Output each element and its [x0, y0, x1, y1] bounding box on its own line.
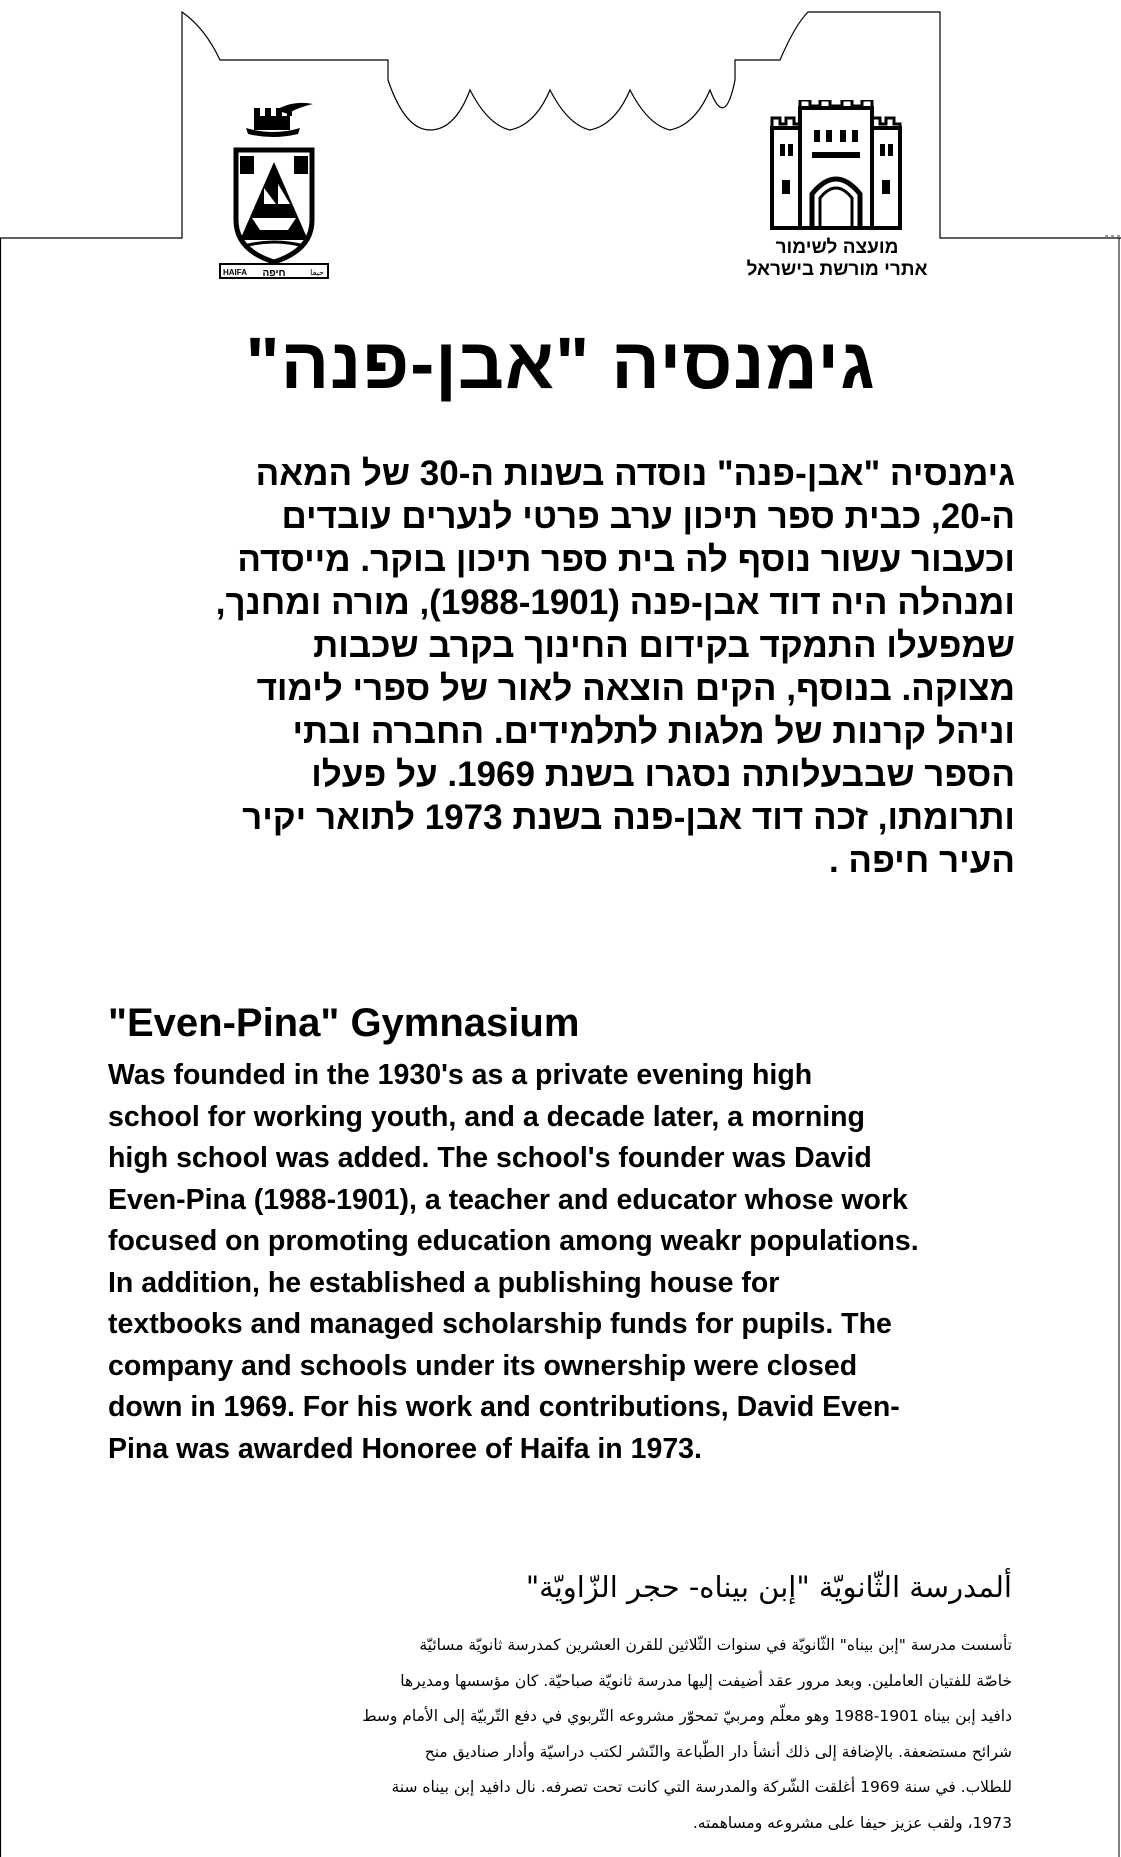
hebrew-body-line: הספר שבבעלותה נסגרו בשנת 1969. על פעלו: [311, 755, 1015, 794]
arabic-body-line: دافيد إبن بيناه 1901-1988 وهو معلّم ومربيّ تمحوّر مشروعه التّربوي في دفع التّربيّة إلى الأمام وسط: [362, 1707, 1012, 1725]
english-body-line: Even-Pina (1988-1901), a teacher and educator whose work: [108, 1183, 908, 1216]
english-body-line: high school was added. The school's founder was David: [108, 1142, 872, 1174]
english-title: "Even-Pina" Gymnasium: [108, 1001, 580, 1045]
crown-icon: [246, 103, 313, 137]
english-body-line: school for working youth, and a decade later, a morning: [108, 1100, 865, 1133]
arabic-body: [112, 1628, 1012, 1841]
council-name-line1: מועצה לשימור: [775, 237, 899, 258]
arabic-title: ألمدرسة الثّانويّة "إبن بيناه- حجر الزّاويّة": [525, 1570, 1012, 1604]
arabic-body-line: شرائح مستضعفة. بالإضافة إلى ذلك أنشأ دار الطّباعة والنّشر لكتب دراسيّة وأدار صناديق منح: [424, 1742, 1012, 1761]
hebrew-body-line: גימנסיה "אבן-פנה" נוסדה בשנות ה-30 של המאה: [255, 454, 1015, 493]
english-body-line: down in 1969. For his work and contributions, David Even-: [108, 1391, 900, 1423]
haifa-arabic-label: حيفا: [310, 268, 324, 277]
castle-gate-icon: [736, 100, 936, 232]
english-body-line: focused on promoting education among weakr populations.: [108, 1225, 919, 1257]
hebrew-body-line: וכעבור עשור נוסף לה בית ספר תיכון בוקר. מייסדה: [237, 540, 1015, 579]
hebrew-body-line: ה-20, כבית ספר תיכון ערב פרטי לנערים עובדים: [281, 497, 1015, 536]
hebrew-body-line: מצוקה. בנוסף, הקים הוצאה לאור של ספרי לימוד: [256, 669, 1015, 708]
english-body-line: textbooks and managed scholarship funds for pupils. The: [108, 1308, 892, 1340]
hebrew-body-line: שמפעלו התמקד בקידום החינוך בקרב שכבות: [313, 626, 1015, 665]
haifa-city-emblem-icon: [218, 100, 330, 280]
hebrew-body-line: וניהל קרנות של מלגות לתלמידים. החברה ובתי: [292, 712, 1015, 751]
haifa-hebrew-label: חיפה: [262, 268, 286, 279]
hebrew-body-line: העיר חיפה .: [828, 841, 1015, 880]
hebrew-title: גימנסיה "אבן-פנה": [245, 324, 876, 404]
hebrew-body-line: ותרומתו, זכה דוד אבן-פנה בשנת 1973 לתואר יקיר: [242, 798, 1015, 837]
haifa-latin-label: HAIFA: [223, 268, 247, 277]
english-body-line: In addition, he established a publishing house for: [108, 1266, 780, 1299]
english-body-line: Was founded in the 1930's as a private evening high: [108, 1059, 813, 1091]
arabic-body-line: للطلاب. في سنة 1969 أغلقت الشّركة والمدرسة التي كانت تحت تصرفه. نال دافيد إبن بيناه سنة: [391, 1778, 1012, 1796]
arabic-body-line: 1973، ولقب عزيز حيفا على مشروعه ومساهمته.: [692, 1813, 1012, 1832]
english-body-line: company and schools under its ownership were closed: [108, 1349, 858, 1382]
english-body: [108, 1055, 1028, 1470]
arabic-body-line: تأسست مدرسة "إبن بيناه" الثّانويّة في سنوات الثّلاثين للقرن العشرين كمدرسة ثانويّة مسائيّة: [419, 1636, 1012, 1654]
english-body-line: Pina was awarded Honoree of Haifa in 1973.: [108, 1432, 702, 1465]
arabic-body-line: خاصّة للفتيان العاملين. وبعد مرور عقد أضيفت إليها مدرسة ثانويّة صباحيّة. كان مؤسسها ومديرها: [400, 1671, 1012, 1690]
council-name-line2: אתרי מורשת בישראל: [746, 259, 928, 280]
hebrew-body-line: ומנהלה היה דוד אבן-פנה (1988-1901), מורה ומחנך,: [215, 583, 1015, 622]
haifa-logo: [218, 100, 330, 280]
hebrew-body: [110, 452, 1015, 882]
